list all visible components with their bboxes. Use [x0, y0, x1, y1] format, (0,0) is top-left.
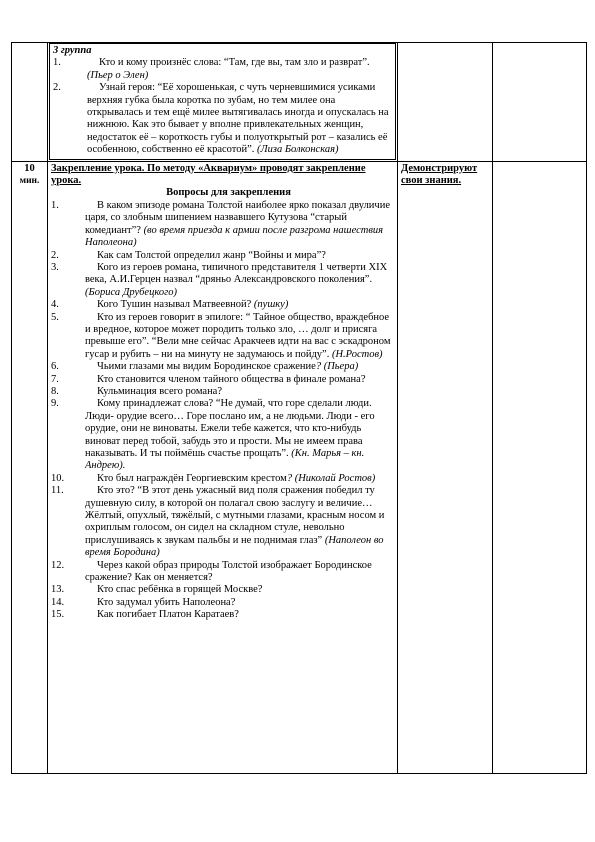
- answer-text: (Н.Ростов): [331, 348, 383, 360]
- question-text: В каком эпизоде романа Толстой наиболее ярко показал двуличие царя, со злобным шипением назвавшего Кутузова “старый комедиант”?: [85, 199, 390, 236]
- question-text: Кого из героев романа, типичного представителя 1 четверти XIX века, А.И.Герцен назвал “дряньо Александровского поколения”.: [85, 261, 388, 286]
- list-item: [51, 584, 394, 596]
- question-text: Через какой образ природы Толстой изображает Бородинское сражение? Как он меняется?: [85, 559, 372, 584]
- answer-text: (пушку): [253, 299, 289, 311]
- item-number: 1.: [53, 57, 61, 69]
- list-item: [51, 361, 394, 373]
- answer-text: ? (Николай Ростов): [286, 472, 376, 484]
- answer-text: (Лиза Болконская): [257, 144, 339, 156]
- item-number: 2.: [53, 82, 61, 94]
- item-number: 5.: [51, 311, 59, 323]
- item-number: 14.: [51, 596, 65, 608]
- group-3-block: [49, 43, 396, 160]
- list-item: [51, 560, 394, 585]
- table-row: [12, 43, 587, 162]
- answer-text: (Пьер о Элен): [87, 69, 149, 81]
- list-item: [53, 82, 392, 156]
- question-list: [51, 200, 394, 622]
- list-item: [51, 597, 394, 609]
- question-text: Кто это? “В этот день ужасный вид поля сражения победил ту душевную силу, в которой он полагал свою заслугу и величие… Жёлтый, опухлый, тяжёлый, с мутными глазами, красным носом и охриплым голосом, он сидел на складном стуле, невольно прислушиваясь к звукам пальбы и не поднимая глаз”: [85, 485, 385, 546]
- answer-text: (Бориса Друбецкого): [85, 286, 177, 298]
- item-number: 6.: [51, 361, 59, 373]
- list-item: [51, 262, 394, 299]
- question-text: Кульминация всего романа?: [97, 385, 223, 397]
- answer-text: (Кн. Марья – кн. Андрею).: [85, 448, 365, 472]
- student-cell: [398, 161, 493, 773]
- student-cell: [398, 43, 493, 162]
- list-item: [51, 473, 394, 485]
- question-text: Кому принадлежат слова? “Не думай, что горе сделали люди. Люди- орудие всего… Горе послано им, а не людьми. Люди - его орудие, они не виноваты. Ежели тебе кажется, что кто-нибудь виноват перед тобой, забудь это и прости. Мы не имеем права наказывать. И ты поймёшь счастье прощать”.: [85, 398, 375, 459]
- time-cell: [12, 161, 48, 773]
- question-text: Кто задумал убить Наполеона?: [97, 596, 236, 608]
- question-text: Кто из героев говорит в эпилоге: “ Тайное общество, враждебное и вредное, которое может породить только зло, … долг и присяга превыше его”. “Вели мне сейчас Аракчеев идти на вас с эскадроном гусар и рубить – ни на минуту не задумаюсь и пойду”.: [85, 311, 391, 360]
- item-number: 13.: [51, 584, 65, 596]
- item-number: 8.: [51, 385, 59, 397]
- group-label: 3 группа: [53, 45, 92, 56]
- answer-text: (Наполеон во время Бородина): [85, 534, 384, 559]
- question-list: [53, 57, 392, 156]
- item-number: 3.: [51, 261, 59, 273]
- question-text: Кого Тушин называл Матвеевной?: [97, 299, 254, 311]
- section-heading: Закрепление урока. По методу «Аквариум» проводят закрепление урока.: [51, 162, 366, 187]
- answer-text: ? (Пьера): [315, 361, 359, 373]
- question-text: Кто и кому произнёс слова: “Там, где вы, там зло и разврат”.: [99, 57, 370, 69]
- question-text: Кто становится членом тайного общества в финале романа?: [97, 373, 366, 385]
- item-number: 12.: [51, 559, 65, 571]
- activity-cell: [48, 161, 398, 773]
- item-number: 10.: [51, 472, 65, 484]
- activity-cell: [48, 43, 398, 162]
- list-item: [51, 299, 394, 311]
- list-item: [51, 250, 394, 262]
- list-item: [51, 374, 394, 386]
- section-subheading: Вопросы для закрепления: [166, 187, 291, 199]
- table-row: [12, 161, 587, 773]
- item-number: 1.: [51, 199, 59, 211]
- notes-cell: [493, 161, 587, 773]
- item-number: 2.: [51, 249, 59, 261]
- item-number: 7.: [51, 373, 59, 385]
- question-text: Чьими глазами мы видим Бородинское сражение: [97, 361, 316, 373]
- item-number: 15.: [51, 609, 65, 621]
- list-item: [51, 200, 394, 250]
- list-item: [51, 312, 394, 362]
- question-text: Кто спас ребёнка в горящей Москве?: [97, 584, 263, 596]
- notes-cell: [493, 43, 587, 162]
- time-value: 10: [24, 162, 35, 174]
- question-text: Кто был награждён Георгиевским крестом: [97, 472, 287, 484]
- item-number: 4.: [51, 299, 59, 311]
- list-item: [51, 386, 394, 398]
- time-unit: мин.: [19, 176, 40, 187]
- question-text: Узнай героя: “Её хорошенькая, с чуть черневшимися усиками верхняя губка была коротка по зубам, но тем милее она открывалась и тем ещё милее вытягивалась иногда и опускалась на нижнюю. Как это бывает у вполне привлекательных женщин, недостаток её – короткость губы и полуоткрытый рот – казались её особенною, собственно её красотой”.: [87, 82, 389, 156]
- item-number: 11.: [51, 485, 64, 497]
- list-item: [51, 398, 394, 472]
- lesson-plan-table: [11, 42, 587, 774]
- list-item: [51, 609, 394, 621]
- question-text: Как погибает Платон Каратаев?: [97, 609, 239, 621]
- student-activity: Демонстрируют свои знания.: [401, 162, 478, 187]
- item-number: 9.: [51, 398, 59, 410]
- answer-text: (во время приезда к армии после разгрома нашествия Наполеона): [85, 224, 384, 249]
- question-text: Как сам Толстой определил жанр “Войны и мира”?: [97, 249, 326, 261]
- time-cell: [12, 43, 48, 162]
- list-item: [53, 57, 392, 82]
- list-item: [51, 485, 394, 559]
